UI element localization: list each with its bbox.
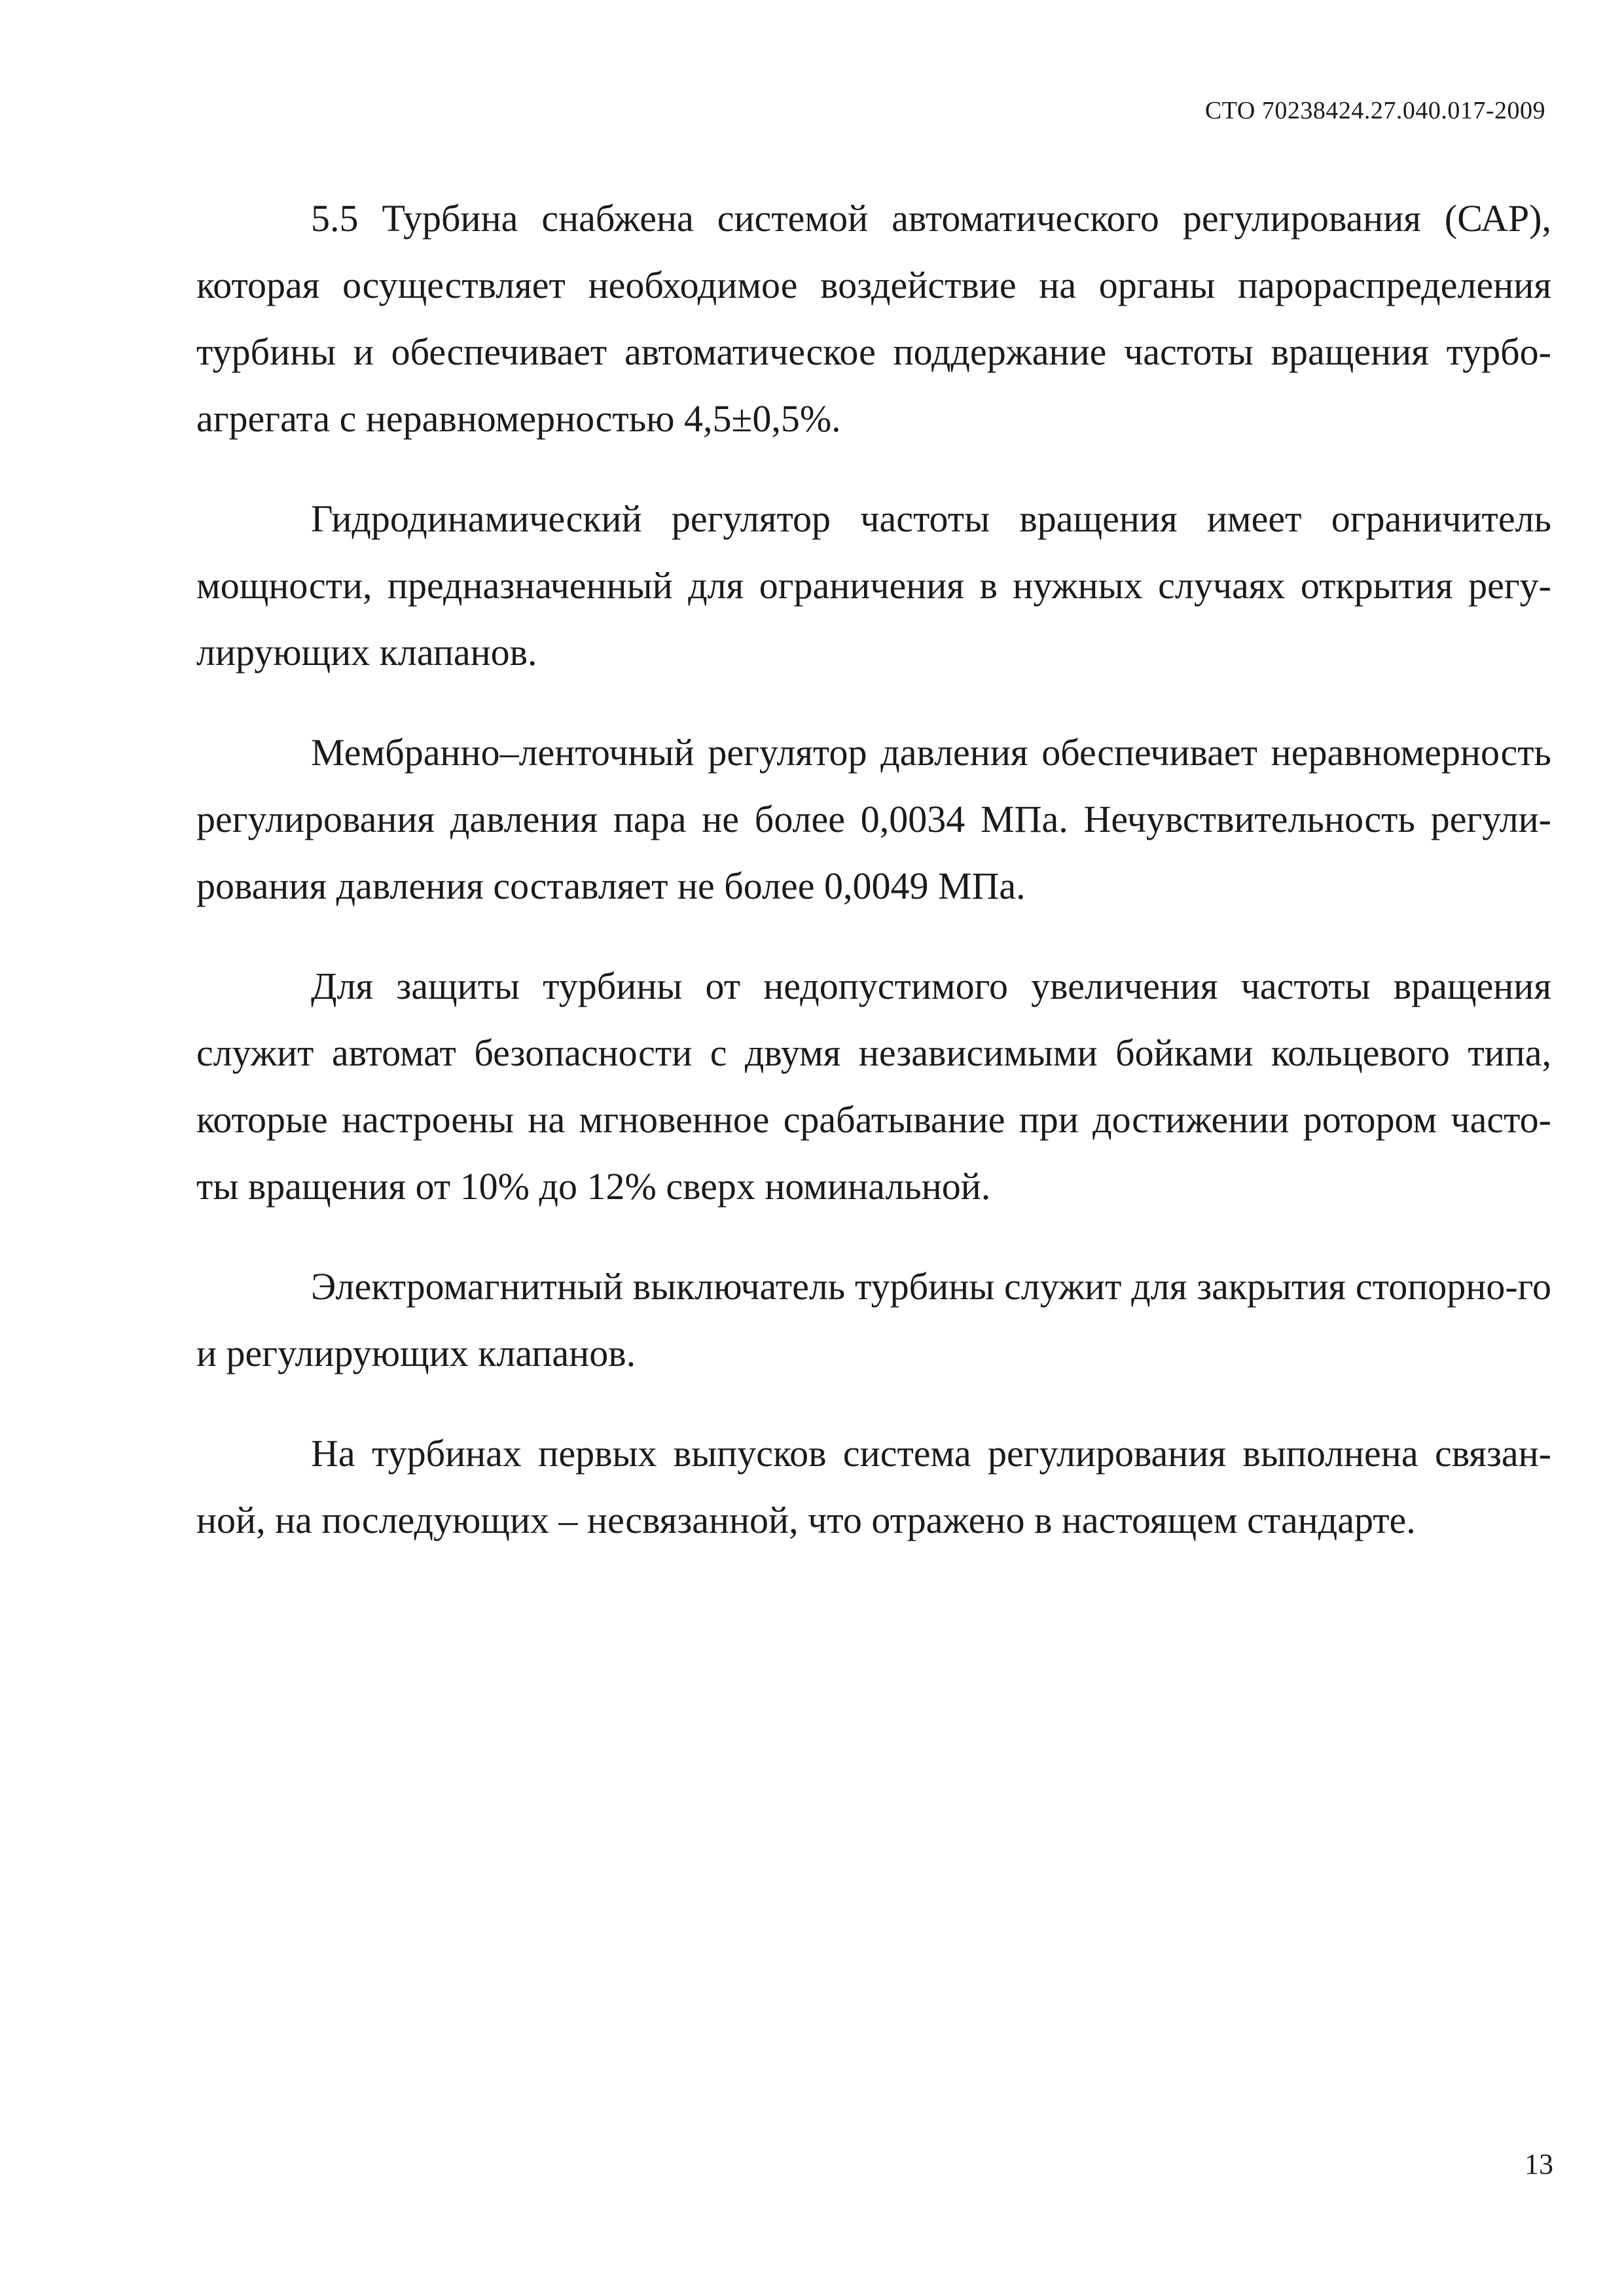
document-code-header: СТО 70238424.27.040.017-2009 — [1204, 97, 1545, 124]
paragraph-electromagnetic-switch: Электромагнитный выключатель турбины служит для закрытия стопорно-го и регулирующих клапанов. — [196, 1265, 1551, 1374]
paragraph-system-versions: На турбинах первых выпусков система регулирования выполнена связан-ной, на последующих – несвязанной, что отражено в настоящем стандарте. — [196, 1432, 1551, 1541]
body-text — [196, 185, 1551, 1587]
paragraph-speed-regulator: Гидродинамический регулятор частоты вращения имеет ограничитель мощности, предназначенный для ограничения в нужных случаях открытия регу-лирующих клапанов. — [196, 497, 1551, 673]
paragraph-safety-automat: Для защиты турбины от недопустимого увеличения частоты вращения служит автомат безопасности с двумя независимыми бойками кольцевого типа, которые настроены на мгновенное срабатывание при достижении ротором часто-ты вращения от 10% до 12% сверх номинальной. — [196, 965, 1551, 1208]
paragraph-regulation-system: 5.5 Турбина снабжена системой автоматического регулирования (САР), которая осуществляет необходимое воздействие на органы парораспределения турбины и обеспечивает автоматическое поддержание частоты вращения турбо-агрегата с неравномерностью 4,5±0,5%. — [196, 197, 1551, 440]
paragraph-pressure-regulator: Мембранно–ленточный регулятор давления обеспечивает неравномерность регулирования давления пара не более 0,0034 МПа. Нечувствительность регули-рования давления составляет не более 0,0049 МПа. — [196, 731, 1551, 907]
page-number: 13 — [1525, 2148, 1553, 2180]
